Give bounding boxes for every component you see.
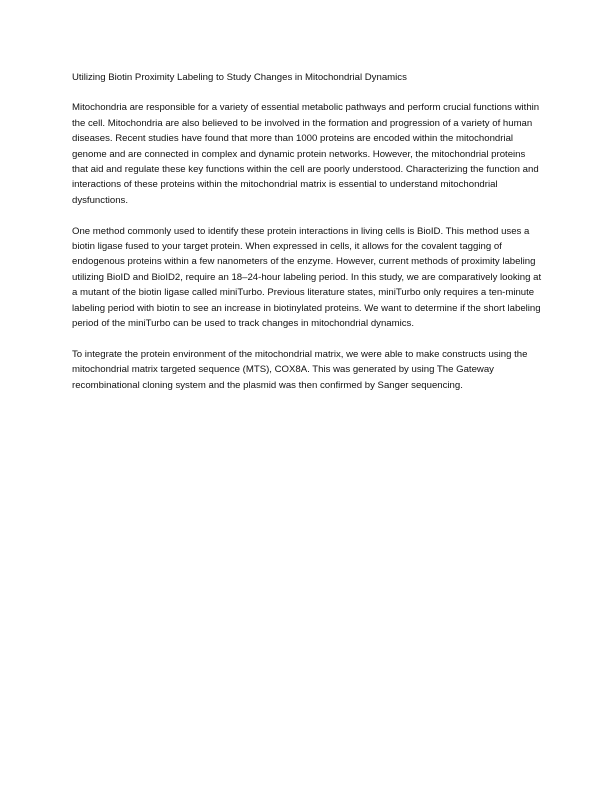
- paragraph-constructs: To integrate the protein environment of the mitochondrial matrix, we were able to make constructs using the mitochondrial matrix targeted sequence (MTS), COX8A. This was generated by using The Gateway recombinational cloning system and the plasmid was then confirmed by Sanger sequencing.: [72, 348, 528, 391]
- paragraph-methods: One method commonly used to identify these protein interactions in living cells is BioID. This method uses a biotin ligase fused to your target protein. When expressed in cells, it allows for the covalent tagging of endogenous proteins within a few nanometers of the enzyme. However, current methods of proximity labeling utilizing BioID and BioID2, require an 18–24-hour labeling period. In this study, we are comparatively looking at a mutant of the biotin ligase called miniTurbo. Previous literature states, miniTurbo only requires a ten-minute labeling period with biotin to see an increase in biotinylated proteins. We want to determine if the short labeling period of the miniTurbo can be used to track changes in mitochondrial dynamics.: [72, 225, 542, 330]
- document-title: Utilizing Biotin Proximity Labeling to Study Changes in Mitochondrial Dynamics: [72, 72, 407, 83]
- paragraph-introduction: Mitochondria are responsible for a variety of essential metabolic pathways and perform crucial functions within the cell. Mitochondria are also believed to be involved in the formation and progression of a variety of human diseases. Recent studies have found that more than 1000 proteins are encoded within the mitochondrial genome and are connected in complex and dynamic protein networks. However, the mitochondrial proteins that aid and regulate these key functions within the cell are poorly understood. Characterizing the function and interactions of these proteins within the mitochondrial matrix is essential to understand mitochondrial dysfunctions.: [72, 102, 540, 206]
- document-body: [72, 70, 542, 408]
